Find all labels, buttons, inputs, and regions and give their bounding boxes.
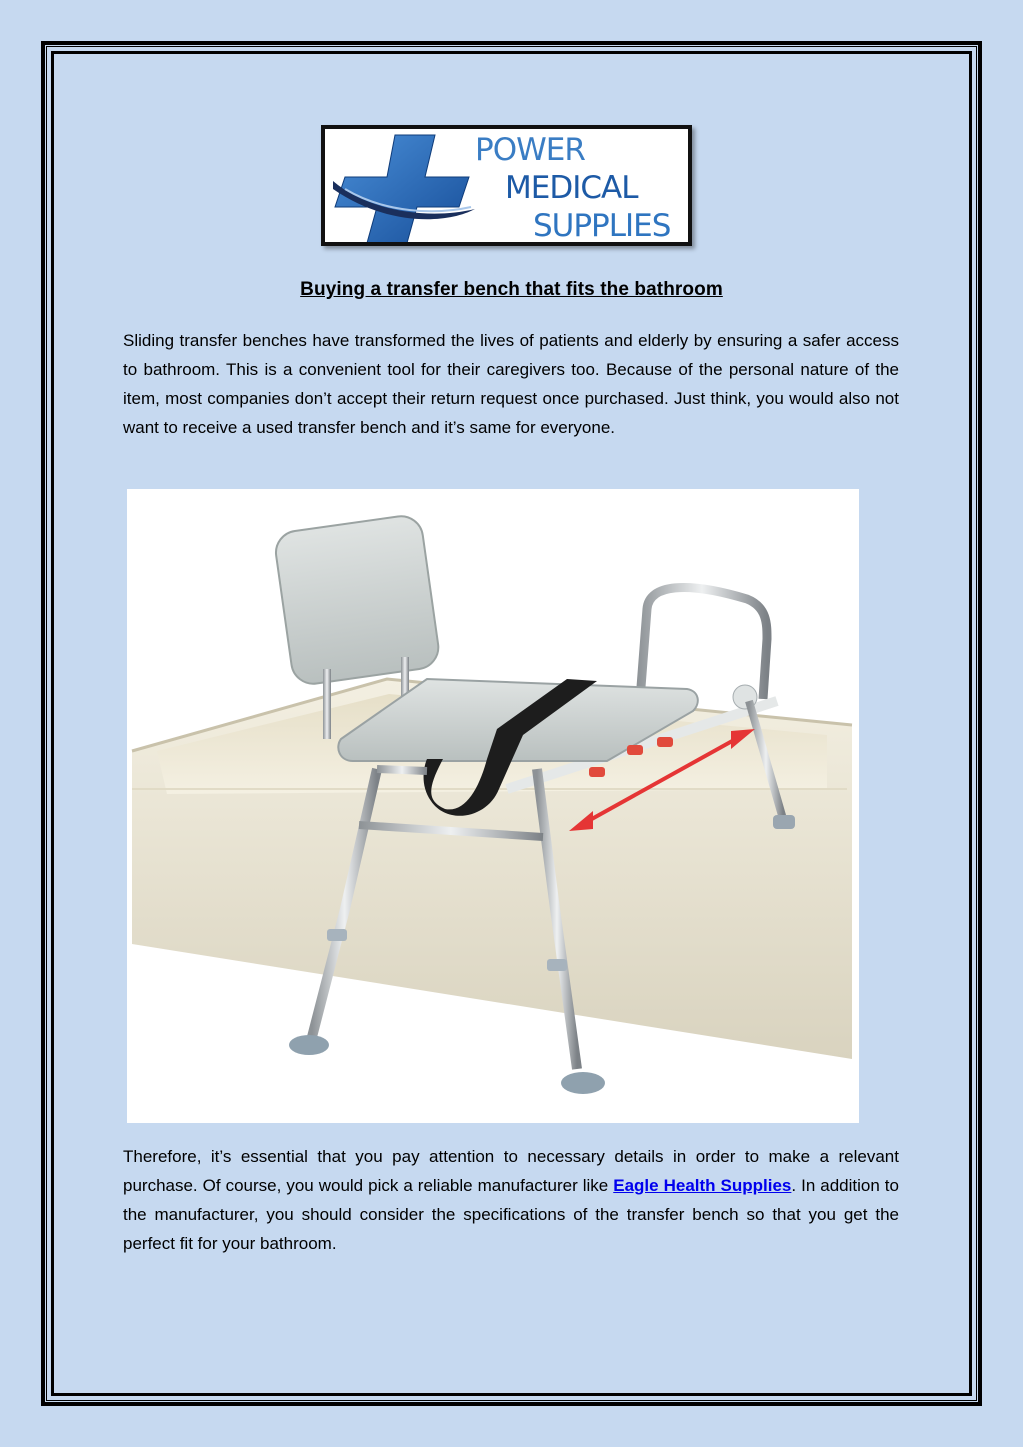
logo-line-power: POWER <box>475 132 585 168</box>
logo-line-medical: MEDICAL <box>505 170 638 206</box>
transfer-bench-photo <box>127 489 859 1123</box>
logo-line-supplies: SUPPLIES <box>533 208 671 244</box>
paragraph-intro: Sliding transfer benches have transformed the lives of patients and elderly by ensuring a safer access to bathroom. This is a convenient tool for their caregivers too. Because of the personal nature of the item, most companies don’t accept their return request once purchased. Just think, you would also not want to receive a used transfer bench and it’s same for everyone. <box>123 331 899 437</box>
article-title: Buying a transfer bench that fits the bathroom <box>300 279 723 300</box>
paragraph-manufacturer-text-1: Therefore, it’s essential that you pay attention to necessary details in order to make a relevant purchase. Of course, you would pick a reliable manufacturer like <box>123 1147 899 1195</box>
eagle-health-supplies-link[interactable]: Eagle Health Supplies <box>613 1176 792 1195</box>
paragraph-manufacturer <box>123 1142 899 1258</box>
power-medical-supplies-logo <box>321 125 692 246</box>
paragraph-manufacturer-text-2: . In addition to the manufacturer, you should consider the specifications of the transfer bench so that you get the perfect fit for your bathroom. <box>123 1176 899 1253</box>
